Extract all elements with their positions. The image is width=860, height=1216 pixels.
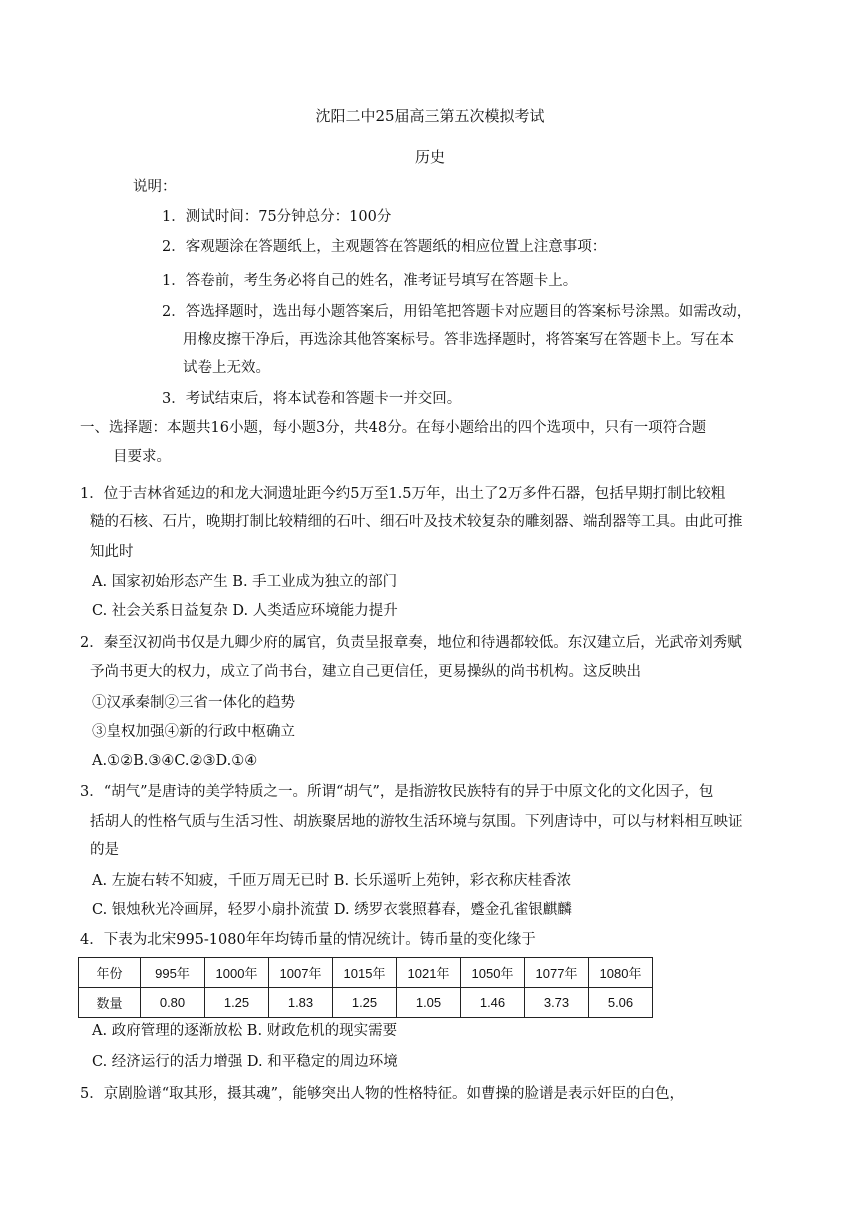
- table-cell: 1000年: [205, 958, 269, 988]
- table-cell: 1.25: [333, 988, 397, 1018]
- question-text: 括胡人的性格气质与生活习性、胡族聚居地的游牧生活环境与氛围。下列唐诗中，可以与材料相互映证: [90, 814, 743, 830]
- table-cell: 1.83: [269, 988, 333, 1018]
- table-cell: 1077年: [525, 958, 589, 988]
- question-text: 4．下表为北宋995-1080年年均铸币量的情况统计。铸币量的变化缘于: [80, 932, 536, 948]
- table-cell: 1050年: [461, 958, 525, 988]
- option-line: A. 国家初始形态产生 B. 手工业成为独立的部门: [92, 574, 398, 590]
- question-text: 予尚书更大的权力，成立了尚书台，建立自己更信任，更易操纵的尚书机构。这反映出: [90, 664, 641, 680]
- question-text: 2．秦至汉初尚书仅是九卿少府的属官，负责呈报章奏，地位和待遇都较低。东汉建立后，光武帝刘秀赋: [80, 635, 742, 651]
- table-cell: 3.73: [525, 988, 589, 1018]
- option-line: C. 社会关系日益复杂 D. 人类适应环境能力提升: [92, 603, 398, 619]
- subject-title: 历史: [414, 148, 445, 166]
- question-text: 1．位于吉林省延边的和龙大洞遗址距今约5万至1.5万年，出土了2万多件石器，包括早期打制比较粗: [80, 486, 726, 502]
- instruction-line: 1．答卷前，考生务必将自己的姓名，准考证号填写在答题卡上。: [162, 273, 578, 289]
- instruction-line: 2．答选择题时，选出每小题答案后，用铅笔把答题卡对应题目的答案标号涂黑。如需改动，: [162, 304, 752, 320]
- table-cell: 0.80: [141, 988, 205, 1018]
- option-line: C. 经济运行的活力增强 D. 和平稳定的周边环境: [92, 1054, 398, 1070]
- option-line: A. 左旋右转不知疲，千匝万周无已时 B. 长乐遥听上苑钟，彩衣称庆桂香浓: [92, 873, 572, 889]
- question-text: 5．京剧脸谱“取其形，摄其魂”，能够突出人物的性格特征。如曹操的脸谱是表示奸臣的白色，: [80, 1086, 685, 1102]
- question-text: 知此时: [90, 544, 134, 560]
- instructions-label: 说明：: [133, 179, 177, 195]
- table-cell: 1.25: [205, 988, 269, 1018]
- question-text: 3．“胡气”是唐诗的美学特质之一。所谓“胡气”，是指游牧民族特有的异于中原文化的文化因子，包: [80, 784, 714, 800]
- table-cell: 1007年: [269, 958, 333, 988]
- table-header-cell: 数量: [79, 988, 141, 1018]
- question-text: 糙的石核、石片，晚期打制比较精细的石叶、细石叶及技术较复杂的雕刻器、端刮器等工具。由此可推: [90, 514, 743, 530]
- table-row: [79, 988, 653, 1018]
- instruction-line: 1．测试时间：75分钟总分：100分: [162, 209, 392, 225]
- table-cell: 5.06: [589, 988, 653, 1018]
- instruction-line: 用橡皮擦干净后，再选涂其他答案标号。答非选择题时，将答案写在答题卡上。写在本: [183, 332, 734, 348]
- option-line: A. 政府管理的逐渐放松 B. 财政危机的现实需要: [92, 1023, 398, 1039]
- option-line: C. 银烛秋光冷画屏，轻罗小扇扑流萤 D. 绣罗衣裳照暮春，蹙金孔雀银麒麟: [92, 902, 572, 918]
- statement-line: ①汉承秦制②三省一体化的趋势: [92, 695, 295, 711]
- table-cell: 995年: [141, 958, 205, 988]
- option-line: A.①②B.③④C.②③D.①④: [92, 753, 258, 769]
- table-cell: 1.05: [397, 988, 461, 1018]
- statement-line: ③皇权加强④新的行政中枢确立: [92, 724, 295, 740]
- table-cell: 1080年: [589, 958, 653, 988]
- section-heading: 一、选择题：本题共16小题，每小题3分，共48分。在每小题给出的四个选项中，只有一项符合题: [80, 420, 707, 436]
- table-header-cell: 年份: [79, 958, 141, 988]
- instruction-line: 2．客观题涂在答题纸上，主观题答在答题纸的相应位置上注意事项：: [162, 239, 607, 255]
- coin-table: [78, 957, 653, 1018]
- table-cell: 1015年: [333, 958, 397, 988]
- section-heading-cont: 目要求。: [113, 449, 171, 465]
- exam-title: 沈阳二中25届高三第五次模拟考试: [315, 107, 545, 125]
- table-cell: 1021年: [397, 958, 461, 988]
- table-cell: 1.46: [461, 988, 525, 1018]
- question-text: 的是: [90, 842, 119, 858]
- instruction-line: 试卷上无效。: [183, 360, 270, 376]
- table-row: [79, 958, 653, 988]
- instruction-line: 3．考试结束后，将本试卷和答题卡一并交回。: [162, 391, 462, 407]
